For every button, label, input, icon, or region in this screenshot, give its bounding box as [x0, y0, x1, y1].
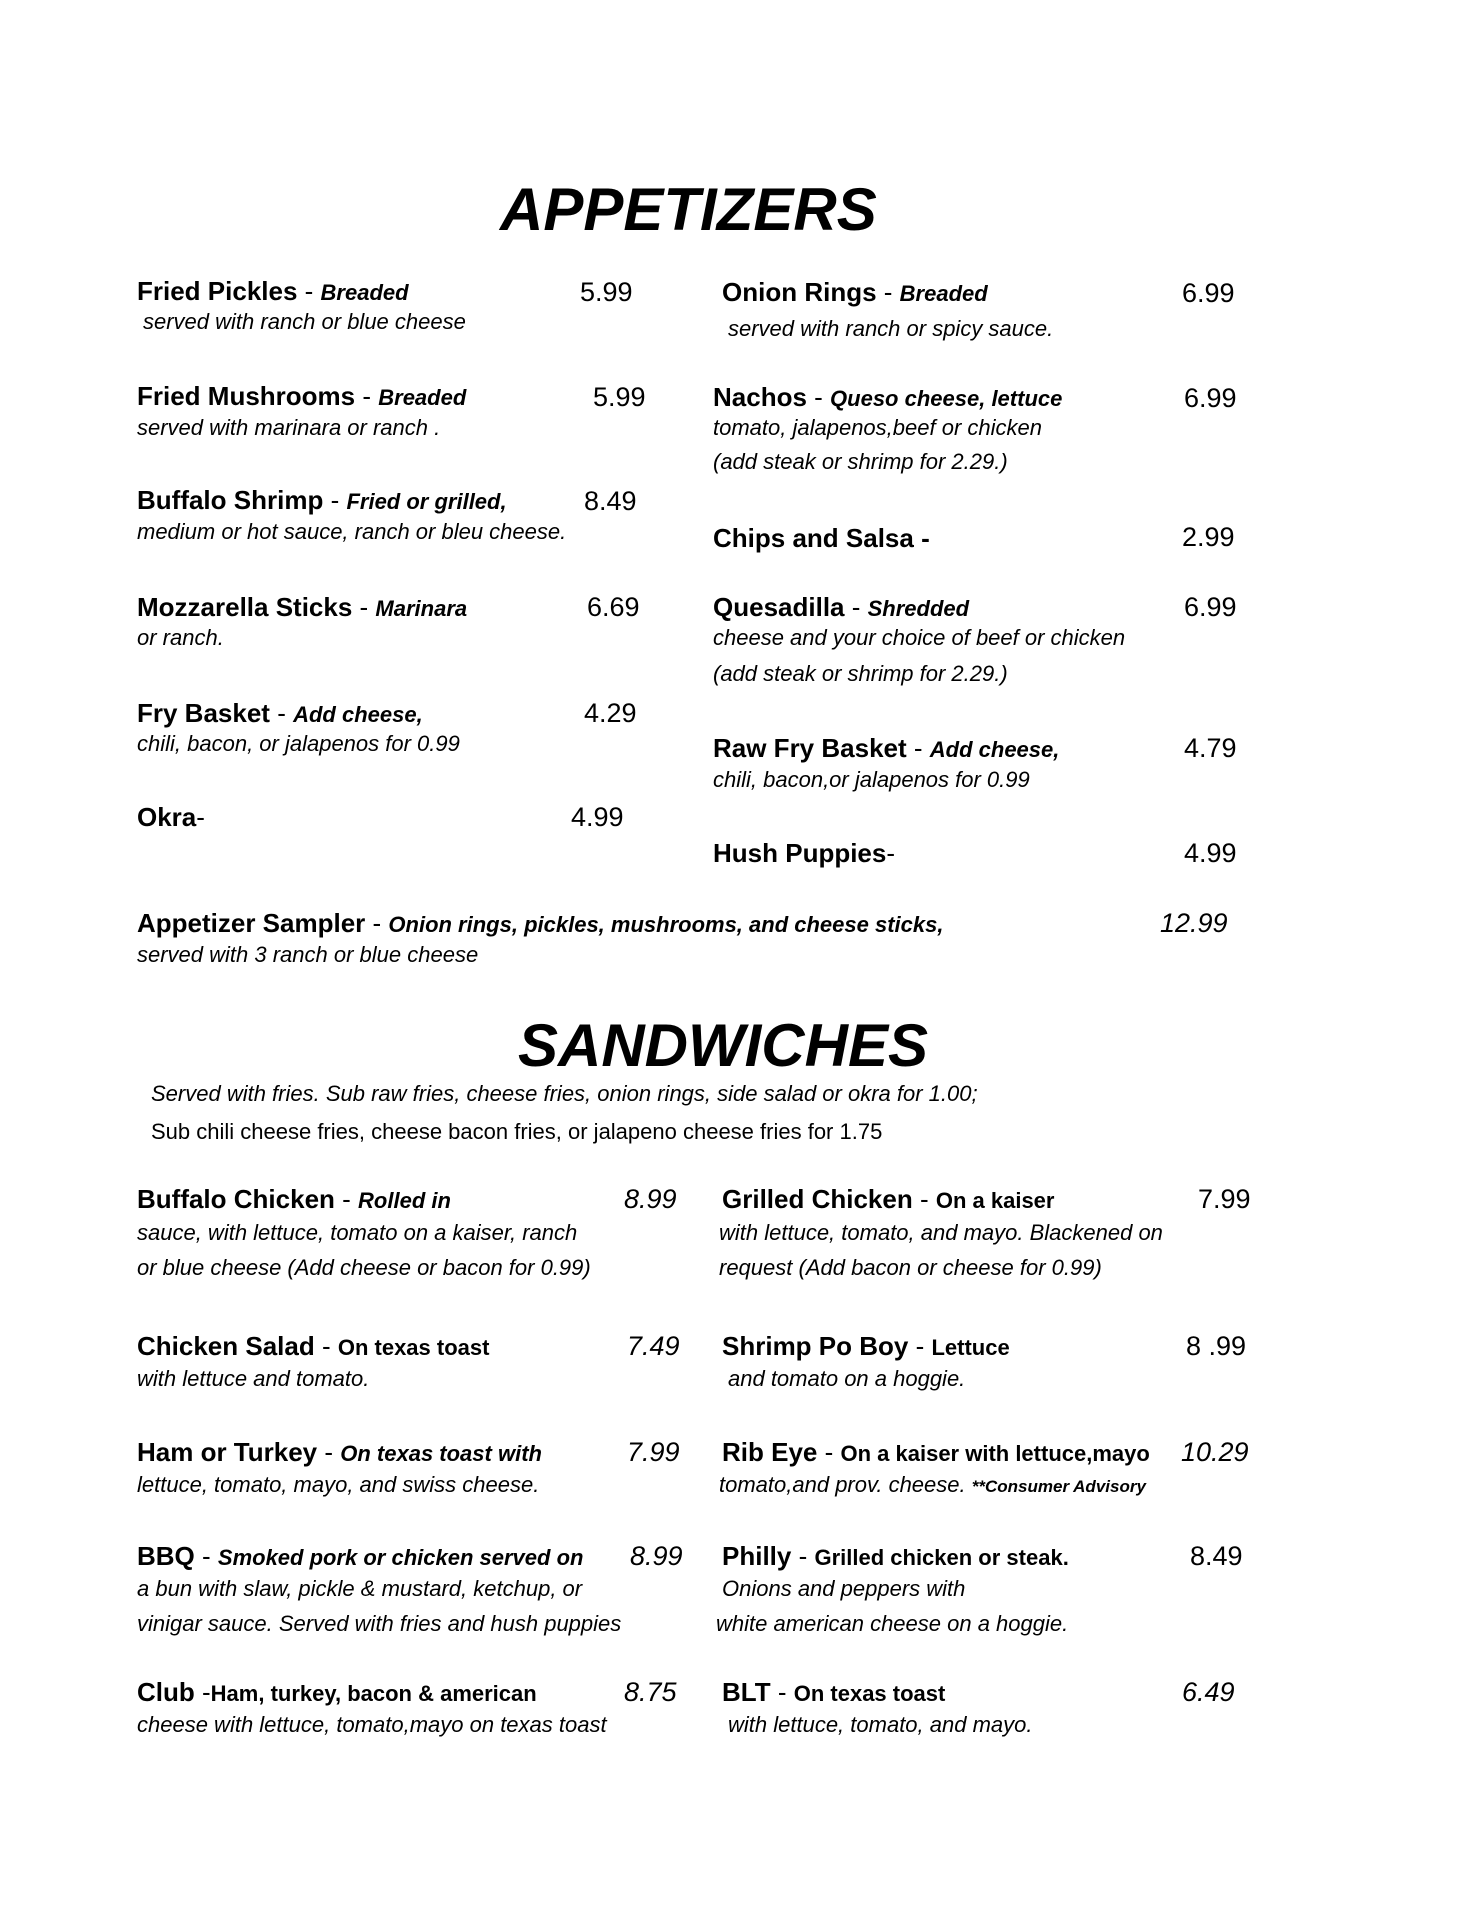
item-desc: lettuce, tomato, mayo, and swiss cheese. [137, 1472, 540, 1497]
item-desc: Grilled chicken or steak. [814, 1545, 1069, 1570]
menu-item-okra: Okra- [137, 802, 205, 832]
menu-item-nachos: Nachos - Queso cheese, lettuce [713, 382, 1063, 412]
item-desc: chili, bacon, or jalapenos for 0.99 [137, 731, 460, 756]
item-desc: served with marinara or ranch . [137, 415, 441, 440]
item-price: 8.99 [624, 1184, 677, 1214]
item-name: Chicken Salad [137, 1331, 315, 1361]
item-desc: Queso cheese, lettuce [830, 386, 1063, 411]
item-name: Fried Pickles [137, 276, 298, 306]
menu-item-mozzarella-sticks: Mozzarella Sticks - Marinara [137, 592, 468, 622]
item-desc: request (Add bacon or cheese for 0.99) [719, 1255, 1102, 1280]
item-desc: or ranch. [137, 625, 224, 650]
item-price: 5.99 [593, 382, 646, 412]
item-name: Nachos [713, 382, 807, 412]
item-desc: sauce, with lettuce, tomato on a kaiser, ranch [137, 1220, 578, 1245]
item-desc: with lettuce and tomato. [137, 1366, 370, 1391]
item-desc: Marinara [375, 596, 468, 621]
menu-item-ham-or-turkey: Ham or Turkey - On texas toast with [137, 1437, 542, 1467]
item-price: 8.49 [1190, 1541, 1243, 1571]
item-price: 10.29 [1181, 1437, 1249, 1467]
menu-item-hush-puppies: Hush Puppies- [713, 838, 896, 868]
menu-item-fried-mushrooms: Fried Mushrooms - Breaded [137, 381, 467, 411]
menu-item-blt: BLT - On texas toast [722, 1677, 946, 1707]
item-price: 6.99 [1184, 592, 1237, 622]
item-price: 2.99 [1182, 522, 1235, 552]
item-name: Okra [137, 802, 197, 832]
item-desc: with lettuce, tomato, and mayo. Blackened on [719, 1220, 1163, 1245]
menu-item-chicken-salad: Chicken Salad - On texas toast [137, 1331, 490, 1361]
consumer-advisory: **Consumer Advisory [971, 1477, 1146, 1496]
item-price: 6.69 [587, 592, 640, 622]
item-name: Onion Rings [722, 277, 877, 307]
item-desc: or blue cheese (Add cheese or bacon for 0.99) [137, 1255, 591, 1280]
item-name: Fry Basket [137, 698, 270, 728]
item-name: Quesadilla [713, 592, 845, 622]
item-desc-text: tomato,and prov. cheese. [719, 1472, 966, 1497]
item-name: Appetizer Sampler [137, 908, 366, 938]
item-name: Chips and Salsa [713, 523, 914, 553]
menu-item-shrimp-po-boy: Shrimp Po Boy - Lettuce [722, 1331, 1010, 1361]
item-desc: Shredded [867, 596, 970, 621]
menu-item-buffalo-shrimp: Buffalo Shrimp - Fried or grilled, [137, 485, 507, 515]
item-name: Raw Fry Basket [713, 733, 907, 763]
sandwiches-note: Sub chili cheese fries, cheese bacon fries, or jalapeno cheese fries for 1.75 [151, 1119, 883, 1144]
item-name: BLT [722, 1677, 771, 1707]
item-name: BBQ [137, 1541, 195, 1571]
item-name: Fried Mushrooms [137, 381, 356, 411]
item-desc: medium or hot sauce, ranch or bleu cheese. [137, 519, 567, 544]
item-name: Shrimp Po Boy [722, 1331, 909, 1361]
item-desc: cheese and your choice of beef or chicken [713, 625, 1126, 650]
item-name: Hush Puppies [713, 838, 887, 868]
item-desc: On texas toast [793, 1681, 946, 1706]
item-name: Buffalo Chicken [137, 1184, 335, 1214]
item-desc: white american cheese on a hoggie. [716, 1611, 1069, 1636]
item-price: 4.79 [1184, 733, 1237, 763]
item-desc: (add steak or shrimp for 2.29.) [713, 661, 1008, 686]
item-desc: cheese with lettuce, tomato,mayo on texas toast [137, 1712, 607, 1737]
item-desc: Fried or grilled, [346, 489, 507, 514]
item-name: Ham or Turkey [137, 1437, 318, 1467]
item-name: Grilled Chicken [722, 1184, 913, 1214]
sandwiches-heading: SANDWICHES [518, 1012, 929, 1079]
menu-item-buffalo-chicken: Buffalo Chicken - Rolled in [137, 1184, 451, 1214]
item-desc: Ham, turkey, bacon & american [210, 1681, 537, 1706]
menu-item-chips-and-salsa: Chips and Salsa - [713, 523, 930, 553]
item-desc: vinigar sauce. Served with fries and hush puppies [137, 1611, 622, 1636]
item-desc: On texas toast [337, 1335, 490, 1360]
menu-item-grilled-chicken: Grilled Chicken - On a kaiser [722, 1184, 1055, 1214]
item-desc: with lettuce, tomato, and mayo. [728, 1712, 1033, 1737]
item-desc: Add cheese, [293, 702, 423, 727]
menu-item-onion-rings: Onion Rings - Breaded [722, 277, 988, 307]
item-price: 8.49 [584, 486, 637, 516]
item-desc: On a kaiser [935, 1188, 1055, 1213]
item-price: 8 .99 [1186, 1331, 1247, 1361]
item-desc: Rolled in [358, 1188, 451, 1213]
menu-item-raw-fry-basket: Raw Fry Basket - Add cheese, [713, 733, 1060, 763]
item-price: 7.99 [627, 1437, 680, 1467]
item-price: 4.29 [584, 698, 637, 728]
item-desc: Breaded [378, 385, 467, 410]
item-price: 7.99 [1198, 1184, 1251, 1214]
item-desc: Smoked pork or chicken served on [217, 1545, 584, 1570]
item-desc [719, 1474, 1146, 1496]
item-price: 8.75 [624, 1677, 677, 1707]
item-price: 7.49 [627, 1331, 680, 1361]
menu-item-appetizer-sampler: Appetizer Sampler - Onion rings, pickles, mushrooms, and cheese sticks, [137, 908, 944, 938]
item-price: 4.99 [571, 802, 624, 832]
menu-item-philly: Philly - Grilled chicken or steak. [722, 1541, 1069, 1571]
item-desc: and tomato on a hoggie. [728, 1366, 966, 1391]
item-price: 6.49 [1182, 1677, 1235, 1707]
item-desc: served with ranch or spicy sauce. [728, 316, 1054, 341]
item-desc: Breaded [320, 280, 409, 305]
item-desc: Onion rings, pickles, mushrooms, and cheese sticks, [388, 912, 944, 937]
item-desc: a bun with slaw, pickle & mustard, ketchup, or [137, 1576, 583, 1601]
sandwiches-note: Served with fries. Sub raw fries, cheese fries, onion rings, side salad or okra for 1.00; [151, 1081, 978, 1106]
menu-item-fried-pickles: Fried Pickles - Breaded [137, 276, 409, 306]
item-desc: Onions and peppers with [722, 1576, 966, 1601]
item-desc: On a kaiser with lettuce,mayo [840, 1441, 1150, 1466]
item-price: 8.99 [630, 1541, 683, 1571]
item-desc: chili, bacon,or jalapenos for 0.99 [713, 767, 1030, 792]
menu-item-club: Club -Ham, turkey, bacon & american [137, 1677, 537, 1707]
item-desc: (add steak or shrimp for 2.29.) [713, 449, 1008, 474]
item-price: 12.99 [1160, 908, 1228, 938]
item-name: Philly [722, 1541, 792, 1571]
item-name: Mozzarella Sticks [137, 592, 353, 622]
item-desc: served with 3 ranch or blue cheese [137, 942, 479, 967]
item-name: Rib Eye [722, 1437, 818, 1467]
menu-item-rib-eye: Rib Eye - On a kaiser with lettuce,mayo [722, 1437, 1150, 1467]
item-desc: Lettuce [931, 1335, 1010, 1360]
item-price: 4.99 [1184, 838, 1237, 868]
item-desc: Add cheese, [929, 737, 1060, 762]
item-desc: tomato, jalapenos,beef or chicken [713, 415, 1042, 440]
item-price: 6.99 [1182, 278, 1235, 308]
appetizers-heading: APPETIZERS [500, 176, 877, 243]
item-price: 5.99 [580, 277, 633, 307]
item-price: 6.99 [1184, 383, 1237, 413]
item-desc: On texas toast with [340, 1441, 542, 1466]
menu-item-quesadilla: Quesadilla - Shredded [713, 592, 970, 622]
menu-item-fry-basket: Fry Basket - Add cheese, [137, 698, 423, 728]
item-desc: Breaded [899, 281, 988, 306]
item-name: Buffalo Shrimp [137, 485, 324, 515]
item-desc: served with ranch or blue cheese [143, 309, 466, 334]
menu-item-bbq: BBQ - Smoked pork or chicken served on [137, 1541, 584, 1571]
item-name: Club [137, 1677, 195, 1707]
